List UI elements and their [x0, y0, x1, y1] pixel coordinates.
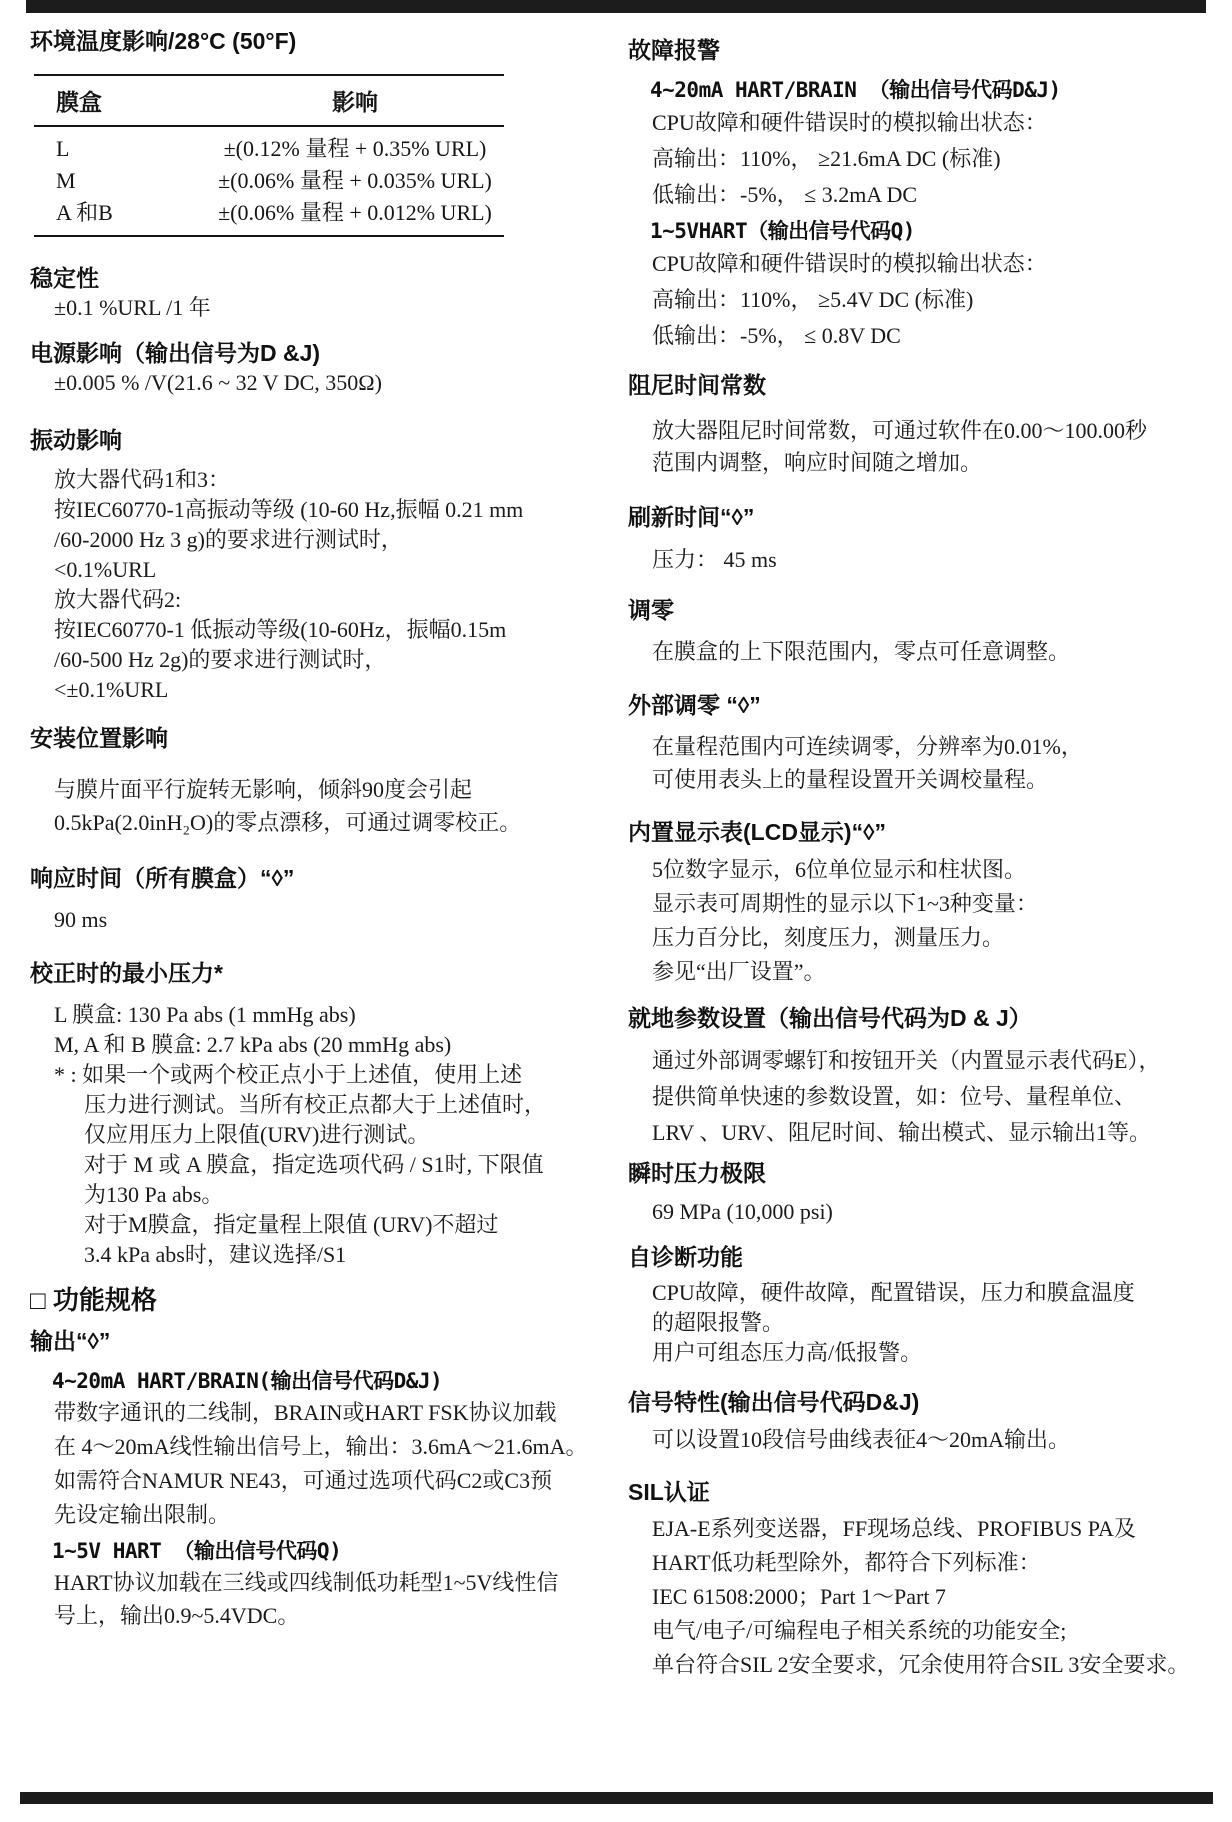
body-line: 通过外部调零螺钉和按钮开关（内置显示表代码E），: [652, 1048, 1161, 1073]
body-line: 对于 M 或 A 膜盒，指定选项代码 / S1时, 下限值: [84, 1152, 544, 1177]
body-line: 与膜片面平行旋转无影响，倾斜90度会引起: [54, 777, 473, 802]
subheading-1-5v-hart: 1~5V HART （输出信号代码Q): [52, 1539, 342, 1563]
section-heading: 瞬时压力极限: [628, 1160, 766, 1186]
body-line: 为130 Pa abs。: [84, 1182, 224, 1207]
body-line: * : 如果一个或两个校正点小于上述值，使用上述: [54, 1062, 523, 1087]
body-line: 在 4～20mA线性输出信号上，输出：3.6mA～21.6mA。: [54, 1434, 588, 1459]
body-line: 如需符合NAMUR NE43，可通过选项代码C2或C3预: [54, 1468, 553, 1493]
chapter-heading: □ 功能规格: [30, 1285, 157, 1315]
body-line: M, A 和 B 膜盒: 2.7 kPa abs (20 mmHg abs): [54, 1032, 452, 1057]
body-line: L 膜盒: 130 Pa abs (1 mmHg abs): [54, 1002, 356, 1027]
body-line: /60-2000 Hz 3 g)的要求进行测试时，: [54, 527, 403, 552]
section-functional-specifications: [30, 1283, 608, 1317]
section-momentary-pressure-limit: [628, 1158, 1228, 1227]
section-mounting-position-effect: [30, 723, 608, 839]
body-line: 的超限报警。: [652, 1310, 785, 1335]
body-line: <0.1%URL: [54, 557, 157, 582]
body-line: 高输出：110%， ≥5.4V DC (标准): [652, 287, 974, 312]
body-line: EJA-E系列变送器，FF现场总线、PROFIBUS PA及: [652, 1516, 1136, 1541]
body-line: 对于M膜盒，指定量程上限值 (URV)不超过: [84, 1212, 499, 1237]
section-local-parameter-setting: [628, 1003, 1228, 1151]
section-power-supply-effect: [30, 338, 608, 398]
table-row: [34, 165, 504, 197]
section-external-zero-adjustment: [628, 690, 1228, 796]
body-line: 可使用表头上的量程设置开关调校量程。: [652, 767, 1049, 792]
section-ambient-temperature-effect: [30, 26, 608, 237]
section-heading: 自诊断功能: [628, 1244, 743, 1270]
table-row: [34, 197, 504, 236]
subheading-1-5v-hart: 1~5VHART（输出信号代码Q): [650, 219, 915, 243]
body-line: 号上，输出0.9~5.4VDC。: [54, 1603, 300, 1628]
section-heading: 环境温度影响/28°C (50°F): [30, 28, 297, 54]
body-line: CPU故障，硬件故障，配置错误，压力和膜盒温度: [652, 1280, 1135, 1305]
section-output: [30, 1326, 608, 1632]
table-header-capsule: 膜盒: [34, 75, 206, 126]
body-line: 压力百分比，刻度压力，测量压力。: [652, 925, 1005, 950]
body-line: HART低功耗型除外，都符合下列标准：: [652, 1550, 1041, 1575]
body-line: 低输出：-5%， ≤ 0.8V DC: [652, 323, 901, 348]
section-stability: [30, 263, 608, 323]
body-line: 参见“出厂设置”。: [652, 959, 826, 984]
left-column: [30, 0, 608, 1632]
table-row: [34, 126, 504, 165]
body-line: 69 MPa (10,000 psi): [652, 1199, 833, 1224]
body-line: 单台符合SIL 2安全要求，冗余使用符合SIL 3安全要求。: [652, 1652, 1190, 1677]
body-line: 先设定输出限制。: [54, 1502, 231, 1527]
section-minimum-calibration-pressure: [30, 958, 608, 1270]
body-line: 电气/电子/可编程电子相关系统的功能安全;: [652, 1618, 1067, 1643]
body-line: 在量程范围内可连续调零，分辨率为0.01%，: [652, 734, 1083, 759]
body-line: 放大器代码2:: [54, 587, 182, 612]
section-vibration-effect: [30, 425, 608, 705]
capsule-cell: M: [56, 168, 76, 193]
body-line: 可以设置10段信号曲线表征4～20mA输出。: [652, 1427, 1071, 1452]
body-line: 低输出：-5%， ≤ 3.2mA DC: [652, 182, 918, 207]
section-integral-indicator-lcd: [628, 817, 1228, 989]
body-line: 90 ms: [54, 907, 108, 932]
bottom-rule-bar: [20, 1792, 1213, 1804]
body-line: 压力： 45 ms: [652, 547, 777, 572]
body-line: 0.5kPa(2.0inH₂O)的零点漂移，可通过调零校正。: [54, 810, 522, 835]
capsule-effect-table: [34, 74, 504, 237]
section-heading: 刷新时间“◊”: [628, 504, 755, 530]
section-heading: 就地参数设置（输出信号代码为D & J）: [628, 1005, 1032, 1031]
section-damping-time-constant: [628, 370, 1228, 479]
section-heading: SIL认证: [628, 1479, 710, 1505]
body-line: /60-500 Hz 2g)的要求进行测试时，: [54, 647, 387, 672]
body-line: 用户可组态压力高/低报警。: [652, 1340, 923, 1365]
body-line: 按IEC60770-1高振动等级 (10-60 Hz,振幅 0.21 mm: [54, 497, 524, 522]
section-update-period: [628, 502, 1228, 575]
body-line: 范围内调整，响应时间随之增加。: [652, 450, 983, 475]
body-line: <±0.1%URL: [54, 677, 169, 702]
body-line: 3.4 kPa abs时，建议选择/S1: [84, 1242, 347, 1267]
body-line: 5位数字显示，6位单位显示和柱状图。: [652, 857, 1027, 882]
effect-cell: ±(0.06% 量程 + 0.012% URL): [218, 200, 492, 225]
capsule-cell: A 和B: [56, 200, 113, 225]
section-heading: 阻尼时间常数: [628, 372, 766, 398]
section-heading: 安装位置影响: [30, 725, 168, 751]
section-heading: 故障报警: [628, 37, 720, 63]
table-header-effect: 影响: [206, 75, 504, 126]
body-line: ±0.1 %URL /1 年: [54, 295, 211, 320]
body-line: CPU故障和硬件错误时的模拟输出状态：: [652, 251, 1047, 276]
section-heading: 信号特性(输出信号代码D&J): [628, 1389, 920, 1415]
right-column: [628, 0, 1228, 1682]
section-heading: 输出“◊”: [30, 1328, 111, 1354]
body-line: HART协议加载在三线或四线制低功耗型1~5V线性信: [54, 1570, 559, 1595]
section-heading: 电源影响（输出信号为D &J): [30, 340, 321, 366]
section-heading: 校正时的最小压力*: [30, 960, 223, 986]
body-line: 在膜盒的上下限范围内，零点可任意调整。: [652, 639, 1071, 664]
section-heading: 外部调零 “◊”: [628, 692, 761, 718]
body-line: 按IEC60770-1 低振动等级(10-60Hz，振幅0.15m: [54, 617, 507, 642]
section-heading: 内置显示表(LCD显示)“◊”: [628, 819, 886, 845]
body-line: CPU故障和硬件错误时的模拟输出状态：: [652, 110, 1047, 135]
body-line: 带数字通讯的二线制，BRAIN或HART FSK协议加载: [54, 1400, 557, 1425]
body-line: 放大器阻尼时间常数，可通过软件在0.00～100.00秒: [652, 418, 1148, 443]
body-line: IEC 61508:2000；Part 1～Part 7: [652, 1584, 946, 1609]
body-line: 压力进行测试。当所有校正点都大于上述值时，: [84, 1092, 547, 1117]
section-failure-alarm: [628, 35, 1228, 354]
section-signal-characterizer: [628, 1387, 1228, 1455]
body-line: ±0.005 % /V(21.6 ~ 32 V DC, 350Ω): [54, 370, 382, 395]
section-heading: 调零: [628, 597, 674, 623]
body-line: LRV 、URV、阻尼时间、输出模式、显示输出1等。: [652, 1120, 1152, 1145]
section-heading: 响应时间（所有膜盒）“◊”: [30, 865, 295, 891]
section-heading: 振动影响: [30, 427, 122, 453]
body-line: 仅应用压力上限值(URV)进行测试。: [84, 1122, 430, 1147]
capsule-cell: L: [56, 136, 70, 161]
section-heading: 稳定性: [30, 265, 99, 291]
section-response-time: [30, 863, 608, 935]
section-self-diagnostics: [628, 1242, 1228, 1368]
body-line: 高输出：110%， ≥21.6mA DC (标准): [652, 146, 1001, 171]
subheading-4-20ma-hart-brain: 4~20mA HART/BRAIN （输出信号代码D&J): [650, 78, 1061, 102]
section-zero-adjustment: [628, 595, 1228, 667]
body-line: 放大器代码1和3：: [54, 467, 231, 492]
subheading-4-20ma-hart-brain: 4~20mA HART/BRAIN(输出信号代码D&J): [52, 1369, 443, 1393]
effect-cell: ±(0.06% 量程 + 0.035% URL): [218, 168, 492, 193]
effect-cell: ±(0.12% 量程 + 0.35% URL): [223, 136, 487, 161]
body-line: 提供简单快速的参数设置，如：位号、量程单位、: [652, 1084, 1137, 1109]
section-sil-certification: [628, 1477, 1228, 1682]
body-line: 显示表可周期性的显示以下1~3种变量：: [652, 891, 1038, 916]
